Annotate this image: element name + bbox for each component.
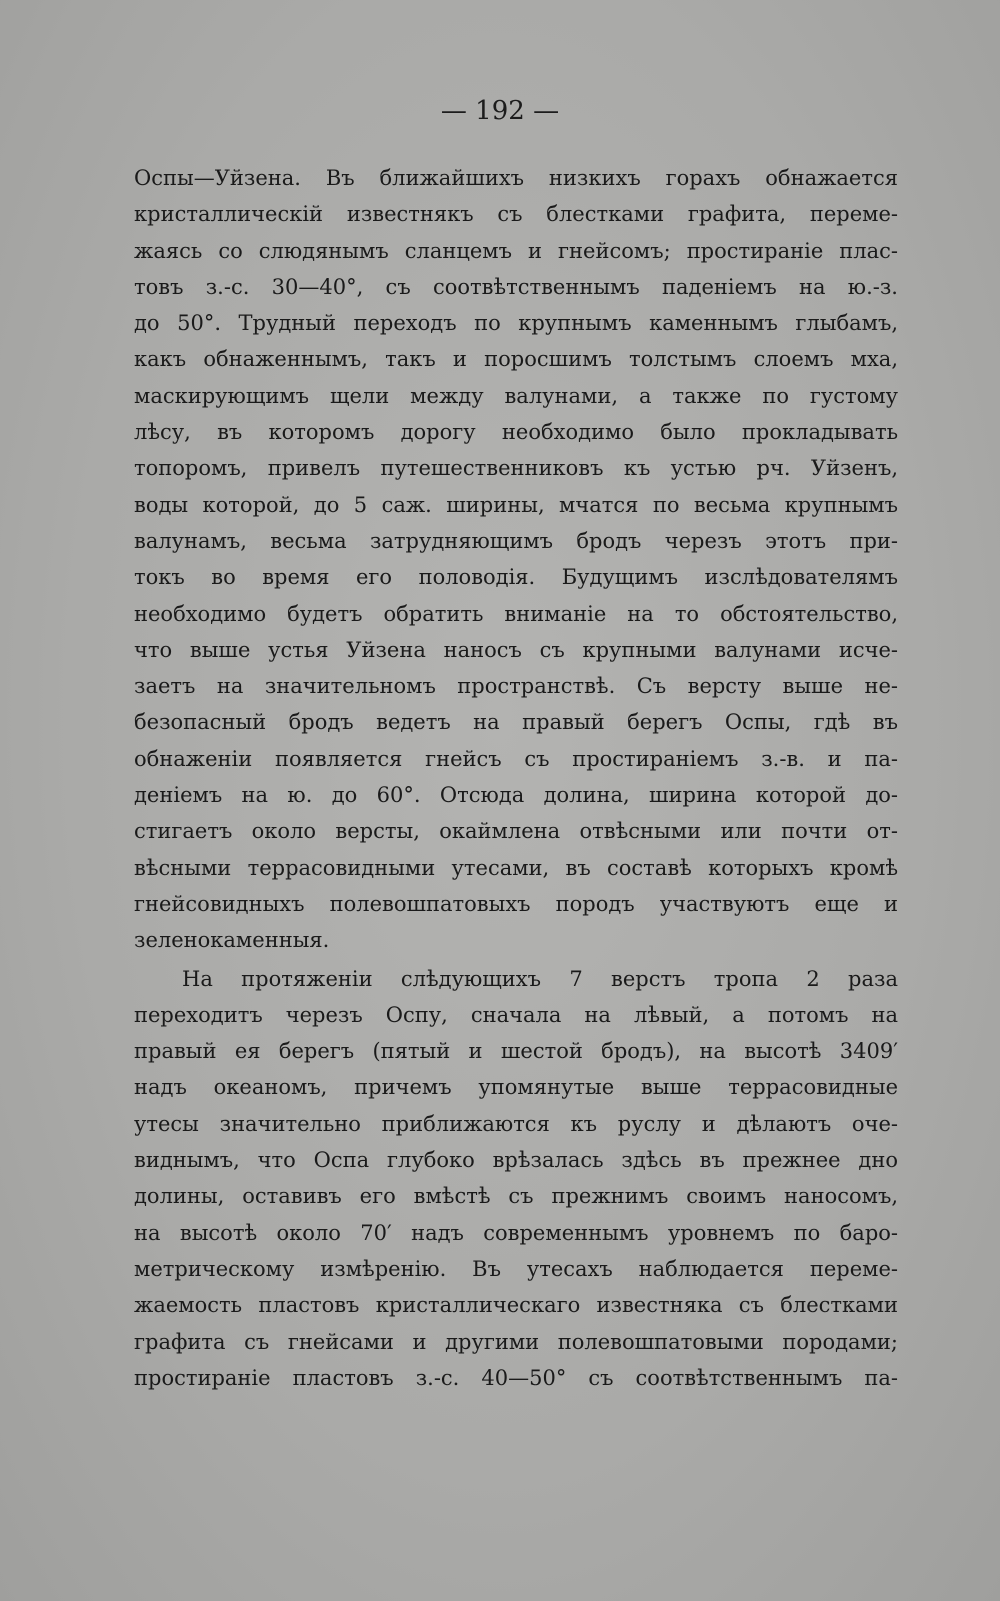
- text-line: товъ з.-с. 30—40°, съ соотвѣтственнымъ паденіемъ на ю.-з.: [134, 274, 898, 299]
- paragraph-1: [134, 160, 898, 959]
- text-line: кристаллическій известнякъ съ блестками графита, переме-: [134, 202, 898, 227]
- text-line: графита съ гнейсами и другими полевошпатовыми породами;: [134, 1329, 898, 1354]
- text-line: какъ обнаженнымъ, такъ и поросшимъ толстымъ слоемъ мха,: [134, 347, 898, 372]
- paragraph-2: [134, 961, 898, 1397]
- text-line: метрическому измѣренію. Въ утесахъ наблюдается переме-: [134, 1256, 898, 1281]
- text-line: жаемость пластовъ кристаллическаго известняка съ блестками: [134, 1293, 898, 1318]
- text-line: виднымъ, что Оспа глубоко врѣзалась здѣсь въ прежнее дно: [134, 1148, 898, 1173]
- text-line: до 50°. Трудный переходъ по крупнымъ каменнымъ глыбамъ,: [134, 311, 898, 336]
- text-line: воды которой, до 5 саж. ширины, мчатся по весьма крупнымъ: [134, 492, 898, 517]
- text-line: правый ея берегъ (пятый и шестой бродъ), на высотѣ 3409′: [134, 1039, 898, 1064]
- body-text: [134, 160, 898, 1396]
- text-line: деніемъ на ю. до 60°. Отсюда долина, ширина которой до-: [134, 783, 898, 808]
- page-number: — 192 —: [440, 96, 560, 126]
- text-line: жаясь со слюдянымъ сланцемъ и гнейсомъ; простираніе плас-: [134, 238, 898, 263]
- text-line: заетъ на значительномъ пространствѣ. Съ версту выше не-: [134, 674, 898, 699]
- text-line: Оспы—Уйзена. Въ ближайшихъ низкихъ горахъ обнажается: [134, 166, 898, 190]
- text-line: необходимо будетъ обратить вниманіе на то обстоятельство,: [134, 601, 898, 626]
- text-line: лѣсу, въ которомъ дорогу необходимо было прокладывать: [134, 420, 898, 445]
- text-line: вѣсными террасовидными утесами, въ составѣ которыхъ кромѣ: [134, 855, 898, 880]
- text-line: валунамъ, весьма затрудняющимъ бродъ черезъ этотъ при-: [134, 528, 898, 553]
- text-line: долины, оставивъ его вмѣстѣ съ прежнимъ своимъ наносомъ,: [134, 1184, 898, 1209]
- text-line: надъ океаномъ, причемъ упомянутые выше террасовидные: [134, 1075, 898, 1100]
- text-line: стигаетъ около версты, окаймлена отвѣсными или почти от-: [134, 819, 898, 844]
- text-line: на высотѣ около 70′ надъ современнымъ уровнемъ по баро-: [134, 1220, 898, 1245]
- text-line: безопасный бродъ ведетъ на правый берегъ Оспы, гдѣ въ: [134, 710, 898, 735]
- text-line: гнейсовидныхъ полевошпатовыхъ породъ участвуютъ еще и: [134, 891, 898, 916]
- text-line: переходитъ черезъ Оспу, сначала на лѣвый, а потомъ на: [134, 1002, 898, 1027]
- text-line: топоромъ, привелъ путешественниковъ къ устью рч. Уйзенъ,: [134, 456, 898, 481]
- text-line: маскирующимъ щели между валунами, а также по густому: [134, 383, 898, 408]
- text-line: простираніе пластовъ з.-с. 40—50° съ соотвѣтственнымъ па-: [134, 1365, 898, 1390]
- text-line: что выше устья Уйзена наносъ съ крупными валунами исче-: [134, 637, 898, 662]
- text-line: токъ во время его половодія. Будущимъ изслѣдователямъ: [134, 565, 898, 590]
- text-line: зеленокаменныя.: [134, 928, 330, 953]
- text-line: утесы значительно приближаются къ руслу и дѣлаютъ оче-: [134, 1111, 898, 1136]
- text-line: обнаженіи появляется гнейсъ съ простираніемъ з.-в. и па-: [134, 746, 898, 771]
- text-line: На протяженіи слѣдующихъ 7 верстъ тропа 2 раза: [182, 966, 898, 991]
